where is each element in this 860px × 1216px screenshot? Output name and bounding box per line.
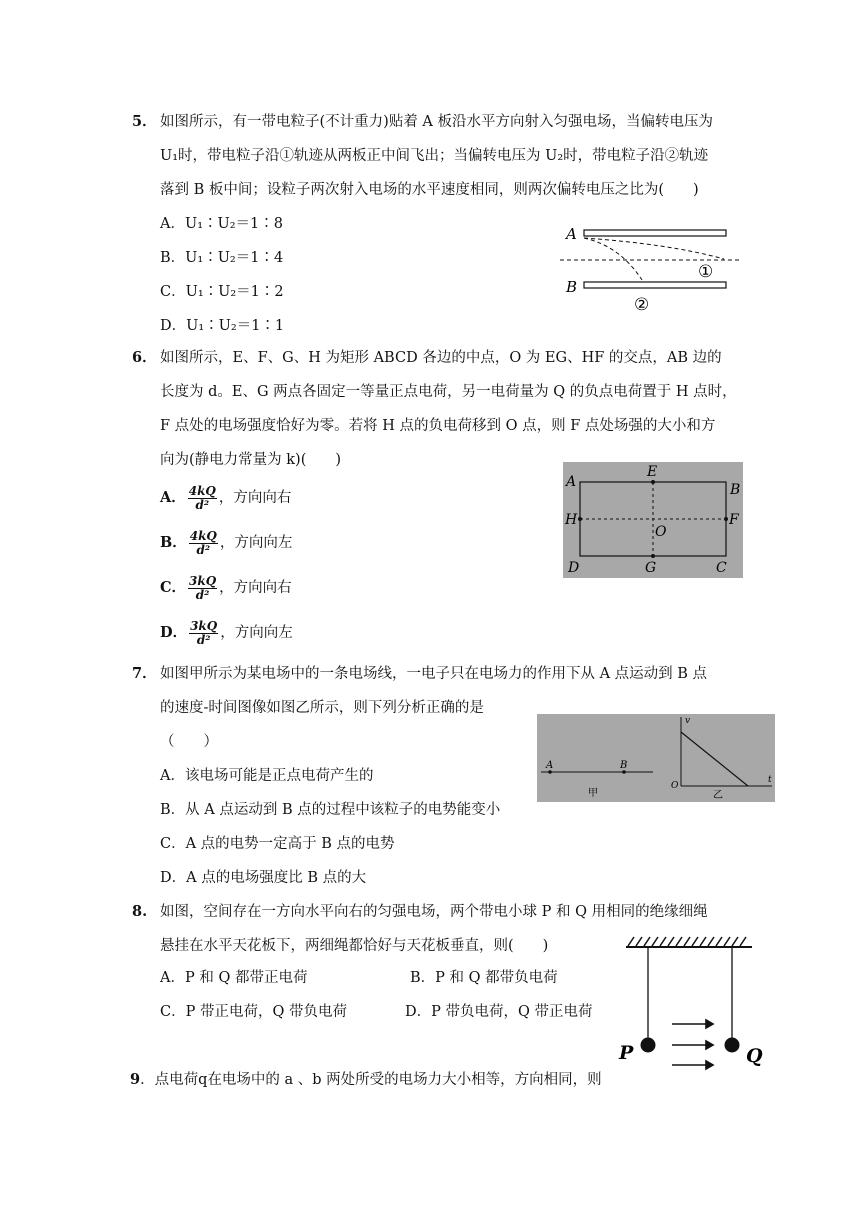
q6-text-line2: 长度为 d。E、G 两点各固定一等量正点电荷，另一电荷量为 Q 的负点电荷置于 H 点时， [160,384,737,400]
q6-figure-label-c: C [716,560,727,576]
q6-number: 6． [132,349,157,366]
q6-option-c-fraction [188,575,217,602]
q8-option-b[interactable]: B．P 和 Q 都带负电荷 [410,970,558,986]
q6-option-c[interactable] [160,574,292,602]
q7-figure-label-v: v [685,716,691,726]
q9-text [130,1070,602,1090]
q7-text-line3: （ ） [160,734,218,750]
q6-figure-label-e: E [647,464,658,480]
q5-figure-label-a: A [566,225,577,243]
q6-option-a-fraction [188,485,217,512]
q7-figure-label-yi: 乙 [713,790,723,801]
q5-number: 5． [132,113,157,130]
q6-option-c-den: d² [195,587,210,602]
q6-option-a-den: d² [195,497,210,512]
q5-text-line2: U₁时，带电粒子沿①轨迹从两板正中间飞出；当偏转电压为 U₂时，带电粒子沿②轨迹 [160,148,709,164]
q6-figure-label-f: F [729,512,739,528]
q7-figure-label-o: O [671,781,679,791]
q6-option-d-den: d² [196,632,211,647]
q6-option-b[interactable] [160,529,292,557]
q7-text-line1: 如图甲所示为某电场中的一条电场线，一电子只在电场力的作用下从 A 点运动到 B 点 [160,666,708,682]
q6-figure-label-o: O [655,524,667,540]
q9-number: 9 [130,1071,141,1088]
q5-option-b[interactable]: B．U₁∶U₂＝1∶4 [160,250,284,266]
q6-option-c-num: 3kQ [189,573,217,588]
q8-option-c[interactable]: C．P 带正电荷，Q 带负电荷 [160,1004,347,1020]
q5-text-line1: 如图所示，有一带电粒子(不计重力)贴着 A 板沿水平方向射入匀强电场，当偏转电压为 [160,114,714,130]
q6-figure-label-b: B [730,482,741,498]
q5-option-a[interactable]: A．U₁∶U₂＝1∶8 [160,216,283,232]
q7-figure [537,714,775,802]
q7-figure-label-t: t [768,775,772,785]
q6-option-b-text: ，方向向左 [219,535,293,551]
q6-option-d[interactable] [160,619,293,647]
q6-figure [563,462,743,578]
q6-option-d-letter: D． [160,624,188,641]
q6-option-b-fraction [189,530,218,557]
q8-number: 8. [132,903,148,920]
q7-option-d[interactable]: D．A 点的电场强度比 B 点的大 [160,870,367,886]
q8-text-line2: 悬挂在水平天花板下，两细绳都恰好与天花板垂直，则( ) [160,938,549,954]
q6-option-d-num: 3kQ [190,618,218,633]
q6-option-a[interactable] [160,484,291,512]
q7-text-line2: 的速度-时间图像如图乙所示，则下列分析正确的是 [160,700,484,716]
q5-figure-path1: ① [698,262,714,282]
q5-figure [560,222,750,322]
q8-option-a[interactable]: A．P 和 Q 都带正电荷 [160,970,308,986]
q6-option-c-text: ，方向向右 [219,580,292,596]
q5-option-d[interactable]: D．U₁∶U₂＝1∶1 [160,318,285,334]
q5-figure-label-b: B [566,278,578,296]
q6-figure-label-a: A [566,474,577,490]
q8-figure-label-p: P [619,1042,634,1064]
q6-option-d-fraction [189,620,218,647]
q6-option-a-text: ，方向向右 [218,490,292,506]
q5-text-line3: 落到 B 板中间；设粒子两次射入电场的水平速度相同，则两次偏转电压之比为( ) [160,182,699,198]
q7-option-a[interactable]: A．该电场可能是正点电荷产生的 [160,768,374,784]
q8-figure [612,934,782,1072]
q7-option-c[interactable]: C．A 点的电势一定高于 B 点的电势 [160,836,395,852]
q9-text-line1: ．点电荷q在电场中的 a 、b 两处所受的电场力大小相等，方向相同，则 [140,1072,602,1088]
q8-option-d[interactable]: D．P 带负电荷，Q 带正电荷 [405,1004,593,1020]
q6-option-d-text: ，方向向左 [220,625,293,641]
q6-text-line3: F 点处的电场强度恰好为零。若将 H 点的负电荷移到 O 点，则 F 点处场强的大小和方 [160,418,716,434]
q7-figure-label-a: A [546,760,554,771]
q7-figure-label-b: B [620,760,628,771]
q7-number: 7． [132,665,157,682]
q6-option-a-num: 4kQ [188,483,216,498]
q6-option-b-den: d² [196,542,211,557]
q6-text-line1: 如图所示，E、F、G、H 为矩形 ABCD 各边的中点，O 为 EG、HF 的交点，AB 边的 [160,350,722,366]
q6-figure-label-d: D [568,560,580,576]
q7-option-b[interactable]: B．从 A 点运动到 B 点的过程中该粒子的电势能变小 [160,802,501,818]
q6-text-line4: 向为(静电力常量为 k)( ) [160,452,342,468]
q5-figure-path2: ② [634,295,650,315]
q6-option-c-letter: C． [160,579,187,596]
q5-option-c[interactable]: C．U₁∶U₂＝1∶2 [160,284,284,300]
q6-figure-label-g: G [645,560,657,576]
q6-figure-label-h: H [565,512,578,528]
q8-text-line1: 如图，空间存在一方向水平向右的匀强电场，两个带电小球 P 和 Q 用相同的绝缘细绳 [160,904,708,920]
q6-option-b-letter: B． [160,534,187,551]
q8-figure-label-q: Q [746,1045,763,1067]
q6-option-b-num: 4kQ [189,528,217,543]
q7-figure-label-jia: 甲 [588,788,598,799]
q6-option-a-letter: A． [160,489,186,506]
